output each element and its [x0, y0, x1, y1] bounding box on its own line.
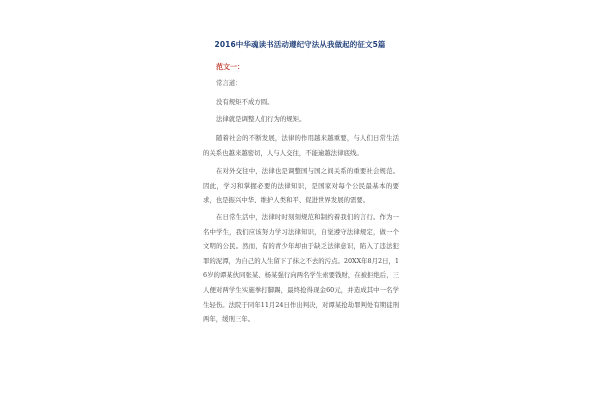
paragraph: 在对外交往中，法律也是调整国与国之间关系的重要社会规范。因此，学习和掌握必要的法律知识，是国家对每个公民最基本的要求，也是振兴中华、维护人类和平、促进世界发展的需要。: [203, 167, 399, 205]
paragraph: 常言道：: [216, 79, 242, 87]
section-heading: 范文一：: [216, 63, 244, 71]
paragraph: 法律就是调整人们行为的规矩。: [216, 115, 306, 123]
paragraph: 没有规矩不成方圆。: [216, 98, 274, 106]
paragraph: 在日常生活中，法律时时刻刻规范和制约着我们的言行。作为一名中学生，我们应该努力学习法律知识，自觉遵守法律规定，做一个文明的公民。然而，有的青少年却由于缺乏法律意识，陷入了违法犯罪的泥潭，为自己的人生留下了抹之不去的污点。20XX年8月2日，16岁的谭某伙同张某、杨某强行向两名学生索要钱财，在被拒绝后，三人便对两学生实施拳打脚踢，最终抢得现金60元，并造成其中一名学生轻伤。法院于同年11月24日作出判决，对谭某抢劫罪判处有期徒刑两年，缓刑三年。: [203, 213, 399, 324]
paragraph: 随着社会的不断发展，法律的作用越来越重要，与人们日常生活的关系也越来越密切，人与人交往，不能逾越法律底线。: [203, 134, 399, 157]
document-title: 2016中华魂读书活动遵纪守法从我做起的征文5篇: [214, 40, 386, 49]
